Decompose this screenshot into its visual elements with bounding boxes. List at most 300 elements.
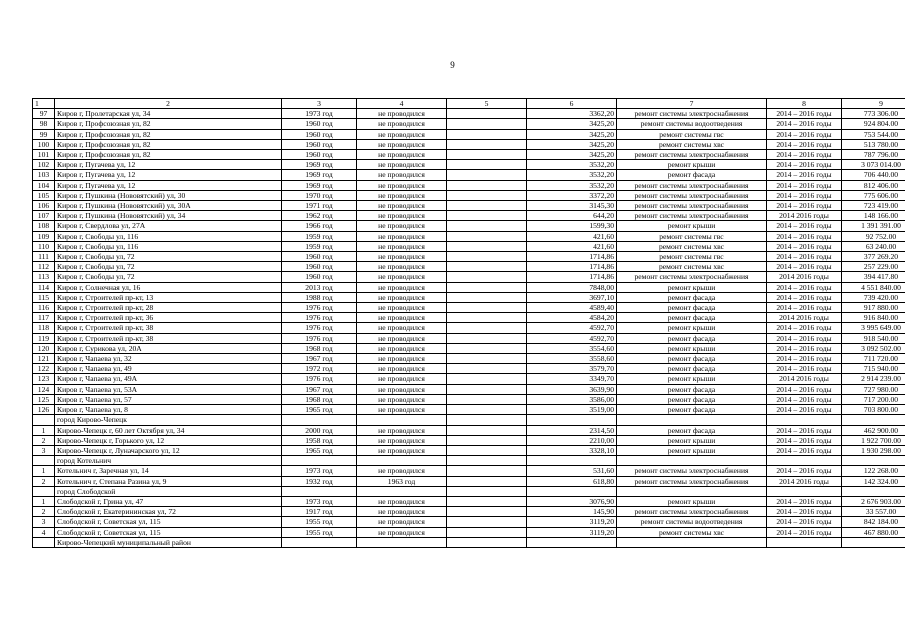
last-repair-cell: 1963 год	[357, 476, 447, 486]
row-number-cell: 3	[33, 445, 55, 455]
work-type-cell: ремонт системы электроснабжения	[617, 190, 767, 200]
area-cell: 3076,90	[527, 496, 617, 506]
column-header: 4	[357, 99, 447, 109]
area-cell: 7848,00	[527, 282, 617, 292]
period-cell: 2014 – 2016 годы	[767, 241, 842, 251]
area-cell: 1714,86	[527, 252, 617, 262]
work-type-cell: ремонт системы электроснабжения	[617, 476, 767, 486]
row-number-cell: 105	[33, 190, 55, 200]
section-title: город Слободской	[55, 486, 282, 496]
table-row	[33, 231, 905, 241]
period-cell: 2014 – 2016 годы	[767, 190, 842, 200]
table-row	[33, 476, 905, 486]
area-cell: 3532,20	[527, 170, 617, 180]
area-cell: 618,80	[527, 476, 617, 486]
section-row	[33, 456, 905, 466]
last-repair-cell: не проводился	[357, 527, 447, 537]
table-row	[33, 221, 905, 231]
last-repair-cell: не проводился	[357, 333, 447, 343]
area-cell: 3532,20	[527, 160, 617, 170]
area-cell: 3425,20	[527, 129, 617, 139]
cost-cell: 711 720.00	[842, 354, 905, 364]
cost-cell: 122 268.00	[842, 466, 905, 476]
address-cell: Кирово-Чепецк г, Горького ул, 12	[55, 435, 282, 445]
period-cell: 2014 – 2016 годы	[767, 354, 842, 364]
work-type-cell: ремонт крыши	[617, 496, 767, 506]
cost-cell: 142 324.00	[842, 476, 905, 486]
empty-cell	[447, 292, 527, 302]
empty-cell	[447, 201, 527, 211]
period-cell: 2014 – 2016 годы	[767, 139, 842, 149]
row-number-cell: 122	[33, 364, 55, 374]
table-row	[33, 354, 905, 364]
empty-cell	[617, 537, 767, 547]
build-year-cell: 1973 год	[282, 466, 357, 476]
empty-cell	[447, 527, 527, 537]
table-row	[33, 170, 905, 180]
area-cell: 3362,20	[527, 109, 617, 119]
section-row	[33, 486, 905, 496]
column-header: 3	[282, 99, 357, 109]
empty-cell	[447, 496, 527, 506]
column-header: 9	[842, 99, 905, 109]
address-cell: Киров г, Строителей пр-кт, 38	[55, 333, 282, 343]
area-cell: 3372,20	[527, 190, 617, 200]
empty-cell	[767, 415, 842, 425]
cost-cell: 753 544.00	[842, 129, 905, 139]
table-row	[33, 180, 905, 190]
last-repair-cell: не проводился	[357, 262, 447, 272]
empty-cell	[767, 486, 842, 496]
address-cell: Киров г, Чапаева ул, 53А	[55, 384, 282, 394]
last-repair-cell: не проводился	[357, 354, 447, 364]
row-number-cell: 123	[33, 374, 55, 384]
empty-cell	[447, 190, 527, 200]
area-cell: 3328,10	[527, 445, 617, 455]
address-cell: Киров г, Профсоюзная ул, 82	[55, 150, 282, 160]
period-cell: 2014 – 2016 годы	[767, 496, 842, 506]
empty-cell	[842, 415, 905, 425]
period-cell: 2014 – 2016 годы	[767, 180, 842, 190]
cost-cell: 706 440.00	[842, 170, 905, 180]
empty-cell	[447, 425, 527, 435]
empty-cell	[447, 303, 527, 313]
row-number-cell: 121	[33, 354, 55, 364]
period-cell: 2014 – 2016 годы	[767, 425, 842, 435]
empty-cell	[842, 456, 905, 466]
area-cell: 644,20	[527, 211, 617, 221]
last-repair-cell: не проводился	[357, 374, 447, 384]
column-header: 2	[55, 99, 282, 109]
row-number-cell: 119	[33, 333, 55, 343]
build-year-cell: 1960 год	[282, 119, 357, 129]
build-year-cell: 1932 год	[282, 476, 357, 486]
table-row	[33, 303, 905, 313]
last-repair-cell: не проводился	[357, 180, 447, 190]
work-type-cell: ремонт крыши	[617, 160, 767, 170]
build-year-cell: 1955 год	[282, 517, 357, 527]
address-cell: Слободской г, Грина ул, 47	[55, 496, 282, 506]
table-row	[33, 466, 905, 476]
row-number-cell: 115	[33, 292, 55, 302]
work-type-cell: ремонт фасада	[617, 333, 767, 343]
work-type-cell: ремонт системы хвс	[617, 527, 767, 537]
build-year-cell: 1960 год	[282, 139, 357, 149]
cost-cell: 63 240.00	[842, 241, 905, 251]
empty-cell	[447, 119, 527, 129]
build-year-cell: 1917 год	[282, 507, 357, 517]
area-cell: 421,60	[527, 231, 617, 241]
cost-cell: 467 880.00	[842, 527, 905, 537]
last-repair-cell: не проводился	[357, 160, 447, 170]
column-header: 5	[447, 99, 527, 109]
address-cell: Киров г, Пушкина (Нововятский) ул, 34	[55, 211, 282, 221]
section-title: Кирово-Чепецкий муниципальный район	[55, 537, 282, 547]
address-cell: Киров г, Чапаева ул, 49А	[55, 374, 282, 384]
table-row	[33, 282, 905, 292]
address-cell: Киров г, Профсоюзная ул, 82	[55, 119, 282, 129]
address-cell: Киров г, Профсоюзная ул, 82	[55, 139, 282, 149]
empty-cell	[447, 262, 527, 272]
work-type-cell: ремонт крыши	[617, 323, 767, 333]
row-number-cell: 4	[33, 527, 55, 537]
work-type-cell: ремонт системы электроснабжения	[617, 109, 767, 119]
empty-cell	[447, 486, 527, 496]
work-type-cell: ремонт системы электроснабжения	[617, 466, 767, 476]
area-cell: 3586,00	[527, 394, 617, 404]
period-cell: 2014 2016 годы	[767, 374, 842, 384]
build-year-cell: 1988 год	[282, 292, 357, 302]
last-repair-cell: не проводился	[357, 119, 447, 129]
last-repair-cell: не проводился	[357, 211, 447, 221]
work-type-cell: ремонт системы электроснабжения	[617, 211, 767, 221]
table-row	[33, 119, 905, 129]
empty-cell	[527, 456, 617, 466]
table-row	[33, 129, 905, 139]
cost-cell: 775 606.00	[842, 190, 905, 200]
address-cell: Киров г, Сурикова ул, 20А	[55, 343, 282, 353]
cost-cell: 394 417.80	[842, 272, 905, 282]
area-cell: 4584,20	[527, 313, 617, 323]
empty-cell	[447, 170, 527, 180]
empty-cell	[282, 456, 357, 466]
work-type-cell: ремонт фасада	[617, 405, 767, 415]
area-cell: 3119,20	[527, 527, 617, 537]
table-row	[33, 252, 905, 262]
area-cell: 1714,86	[527, 262, 617, 272]
work-type-cell: ремонт фасада	[617, 303, 767, 313]
build-year-cell: 2013 год	[282, 282, 357, 292]
last-repair-cell: не проводился	[357, 150, 447, 160]
build-year-cell: 1959 год	[282, 241, 357, 251]
empty-cell	[357, 415, 447, 425]
empty-cell	[447, 456, 527, 466]
build-year-cell: 1973 год	[282, 109, 357, 119]
empty-cell	[357, 537, 447, 547]
area-cell: 3532,20	[527, 180, 617, 190]
table-row	[33, 364, 905, 374]
row-number-cell: 109	[33, 231, 55, 241]
cost-cell: 3 092 502.00	[842, 343, 905, 353]
empty-cell	[447, 354, 527, 364]
address-cell: Киров г, Свободы ул, 72	[55, 262, 282, 272]
column-header: 6	[527, 99, 617, 109]
cost-cell: 3 995 649.00	[842, 323, 905, 333]
work-type-cell: ремонт системы электроснабжения	[617, 272, 767, 282]
section-title: город Кирово-Чепецк	[55, 415, 282, 425]
build-year-cell: 1968 год	[282, 343, 357, 353]
table-row	[33, 496, 905, 506]
build-year-cell: 1972 год	[282, 364, 357, 374]
area-cell: 2210,00	[527, 435, 617, 445]
empty-cell	[447, 517, 527, 527]
cost-cell: 3 073 014.00	[842, 160, 905, 170]
last-repair-cell: не проводился	[357, 394, 447, 404]
period-cell: 2014 – 2016 годы	[767, 282, 842, 292]
empty-cell	[447, 343, 527, 353]
row-number-cell: 118	[33, 323, 55, 333]
cost-cell: 787 796.00	[842, 150, 905, 160]
cost-cell: 917 880.00	[842, 303, 905, 313]
row-number-cell: 120	[33, 343, 55, 353]
row-number-cell: 102	[33, 160, 55, 170]
table-row	[33, 384, 905, 394]
work-type-cell: ремонт фасада	[617, 292, 767, 302]
address-cell: Киров г, Профсоюзная ул, 82	[55, 129, 282, 139]
last-repair-cell: не проводился	[357, 129, 447, 139]
table-row	[33, 190, 905, 200]
build-year-cell: 1976 год	[282, 374, 357, 384]
address-cell: Киров г, Пролетарская ул, 34	[55, 109, 282, 119]
period-cell: 2014 2016 годы	[767, 476, 842, 486]
period-cell: 2014 – 2016 годы	[767, 333, 842, 343]
period-cell: 2014 – 2016 годы	[767, 435, 842, 445]
work-type-cell: ремонт системы электроснабжения	[617, 201, 767, 211]
row-number-cell: 104	[33, 180, 55, 190]
empty-cell	[842, 486, 905, 496]
build-year-cell: 1973 год	[282, 496, 357, 506]
last-repair-cell: не проводился	[357, 241, 447, 251]
table-row	[33, 201, 905, 211]
period-cell: 2014 – 2016 годы	[767, 394, 842, 404]
last-repair-cell: не проводился	[357, 272, 447, 282]
build-year-cell: 1965 год	[282, 405, 357, 415]
empty-cell	[33, 415, 55, 425]
empty-cell	[527, 537, 617, 547]
column-header: 7	[617, 99, 767, 109]
build-year-cell: 1967 год	[282, 384, 357, 394]
row-number-cell: 100	[33, 139, 55, 149]
cost-cell: 727 980.00	[842, 384, 905, 394]
build-year-cell: 1960 год	[282, 262, 357, 272]
empty-cell	[447, 241, 527, 251]
period-cell: 2014 – 2016 годы	[767, 150, 842, 160]
table-row	[33, 150, 905, 160]
build-year-cell: 1960 год	[282, 272, 357, 282]
table-row	[33, 394, 905, 404]
build-year-cell: 1970 год	[282, 190, 357, 200]
empty-cell	[447, 415, 527, 425]
cost-cell: 4 551 840.00	[842, 282, 905, 292]
table-row	[33, 435, 905, 445]
area-cell: 421,60	[527, 241, 617, 251]
empty-cell	[447, 282, 527, 292]
empty-cell	[447, 313, 527, 323]
area-cell: 3425,20	[527, 119, 617, 129]
empty-cell	[842, 537, 905, 547]
table-row	[33, 292, 905, 302]
work-type-cell: ремонт фасада	[617, 384, 767, 394]
table-header-row	[33, 99, 905, 109]
row-number-cell: 103	[33, 170, 55, 180]
work-type-cell: ремонт крыши	[617, 445, 767, 455]
table-row	[33, 272, 905, 282]
cost-cell: 723 419.00	[842, 201, 905, 211]
build-year-cell: 1966 год	[282, 221, 357, 231]
build-year-cell: 1969 год	[282, 170, 357, 180]
repair-program-table	[32, 98, 905, 548]
address-cell: Слободской г, Екатерининская ул, 72	[55, 507, 282, 517]
period-cell: 2014 – 2016 годы	[767, 201, 842, 211]
table-row	[33, 343, 905, 353]
work-type-cell: ремонт фасада	[617, 313, 767, 323]
empty-cell	[447, 323, 527, 333]
cost-cell: 33 557.00	[842, 507, 905, 517]
empty-cell	[447, 139, 527, 149]
period-cell: 2014 – 2016 годы	[767, 109, 842, 119]
area-cell: 4592,70	[527, 323, 617, 333]
build-year-cell: 1969 год	[282, 160, 357, 170]
row-number-cell: 2	[33, 435, 55, 445]
address-cell: Киров г, Свободы ул, 116	[55, 231, 282, 241]
build-year-cell: 1959 год	[282, 231, 357, 241]
area-cell: 4592,70	[527, 333, 617, 343]
build-year-cell: 1976 год	[282, 333, 357, 343]
row-number-cell: 112	[33, 262, 55, 272]
table-body	[33, 109, 905, 548]
period-cell: 2014 – 2016 годы	[767, 231, 842, 241]
address-cell: Киров г, Чапаева ул, 8	[55, 405, 282, 415]
cost-cell: 2 914 239.00	[842, 374, 905, 384]
empty-cell	[447, 333, 527, 343]
build-year-cell: 1976 год	[282, 303, 357, 313]
work-type-cell: ремонт системы хвс	[617, 139, 767, 149]
row-number-cell: 117	[33, 313, 55, 323]
row-number-cell: 113	[33, 272, 55, 282]
last-repair-cell: не проводился	[357, 170, 447, 180]
period-cell: 2014 – 2016 годы	[767, 364, 842, 374]
section-row	[33, 415, 905, 425]
address-cell: Киров г, Пушкина (Нововятский) ул, 30	[55, 190, 282, 200]
address-cell: Киров г, Свободы ул, 72	[55, 252, 282, 262]
work-type-cell: ремонт фасада	[617, 170, 767, 180]
period-cell: 2014 – 2016 годы	[767, 527, 842, 537]
row-number-cell: 98	[33, 119, 55, 129]
work-type-cell: ремонт системы водоотведения	[617, 119, 767, 129]
address-cell: Киров г, Чапаева ул, 32	[55, 354, 282, 364]
area-cell: 3639,90	[527, 384, 617, 394]
row-number-cell: 106	[33, 201, 55, 211]
area-cell: 145,90	[527, 507, 617, 517]
period-cell: 2014 – 2016 годы	[767, 262, 842, 272]
area-cell: 3425,20	[527, 150, 617, 160]
address-cell: Киров г, Солнечная ул, 16	[55, 282, 282, 292]
period-cell: 2014 – 2016 годы	[767, 170, 842, 180]
empty-cell	[447, 445, 527, 455]
table-row	[33, 241, 905, 251]
cost-cell: 257 229.00	[842, 262, 905, 272]
build-year-cell: 2000 год	[282, 425, 357, 435]
work-type-cell: ремонт системы хвс	[617, 241, 767, 251]
last-repair-cell: не проводился	[357, 517, 447, 527]
empty-cell	[447, 109, 527, 119]
address-cell: Слободской г, Советская ул, 115	[55, 517, 282, 527]
area-cell: 2314,50	[527, 425, 617, 435]
period-cell: 2014 – 2016 годы	[767, 119, 842, 129]
build-year-cell: 1971 год	[282, 201, 357, 211]
table-row	[33, 517, 905, 527]
empty-cell	[617, 456, 767, 466]
cost-cell: 715 940.00	[842, 364, 905, 374]
build-year-cell: 1968 год	[282, 394, 357, 404]
cost-cell: 148 166.00	[842, 211, 905, 221]
cost-cell: 2 676 903.00	[842, 496, 905, 506]
empty-cell	[357, 486, 447, 496]
period-cell: 2014 – 2016 годы	[767, 252, 842, 262]
cost-cell: 1 391 391.00	[842, 221, 905, 231]
build-year-cell: 1960 год	[282, 252, 357, 262]
area-cell: 4589,40	[527, 303, 617, 313]
last-repair-cell: не проводился	[357, 364, 447, 374]
empty-cell	[447, 150, 527, 160]
empty-cell	[447, 476, 527, 486]
row-number-cell: 108	[33, 221, 55, 231]
empty-cell	[33, 537, 55, 547]
work-type-cell: ремонт крыши	[617, 374, 767, 384]
cost-cell: 918 540.00	[842, 333, 905, 343]
address-cell: Киров г, Свердлова ул, 27А	[55, 221, 282, 231]
empty-cell	[447, 507, 527, 517]
address-cell: Кирово-Чепецк г, 60 лет Октября ул, 34	[55, 425, 282, 435]
cost-cell: 703 800.00	[842, 405, 905, 415]
empty-cell	[33, 486, 55, 496]
address-cell: Котельнич г, Степана Разина ул, 9	[55, 476, 282, 486]
area-cell: 3519,00	[527, 405, 617, 415]
address-cell: Киров г, Пугачева ул, 12	[55, 180, 282, 190]
work-type-cell: ремонт фасада	[617, 425, 767, 435]
period-cell: 2014 – 2016 годы	[767, 160, 842, 170]
row-number-cell: 111	[33, 252, 55, 262]
row-number-cell: 1	[33, 425, 55, 435]
table-row	[33, 313, 905, 323]
cost-cell: 717 200.00	[842, 394, 905, 404]
area-cell: 1599,30	[527, 221, 617, 231]
cost-cell: 92 752.00	[842, 231, 905, 241]
table-row	[33, 527, 905, 537]
work-type-cell: ремонт системы водоотведения	[617, 517, 767, 527]
empty-cell	[447, 231, 527, 241]
area-cell: 3425,20	[527, 139, 617, 149]
address-cell: Киров г, Пугачева ул, 12	[55, 170, 282, 180]
cost-cell: 812 406.00	[842, 180, 905, 190]
address-cell: Киров г, Свободы ул, 72	[55, 272, 282, 282]
table-row	[33, 139, 905, 149]
empty-cell	[447, 364, 527, 374]
build-year-cell: 1960 год	[282, 129, 357, 139]
empty-cell	[447, 374, 527, 384]
build-year-cell: 1965 год	[282, 445, 357, 455]
empty-cell	[357, 456, 447, 466]
